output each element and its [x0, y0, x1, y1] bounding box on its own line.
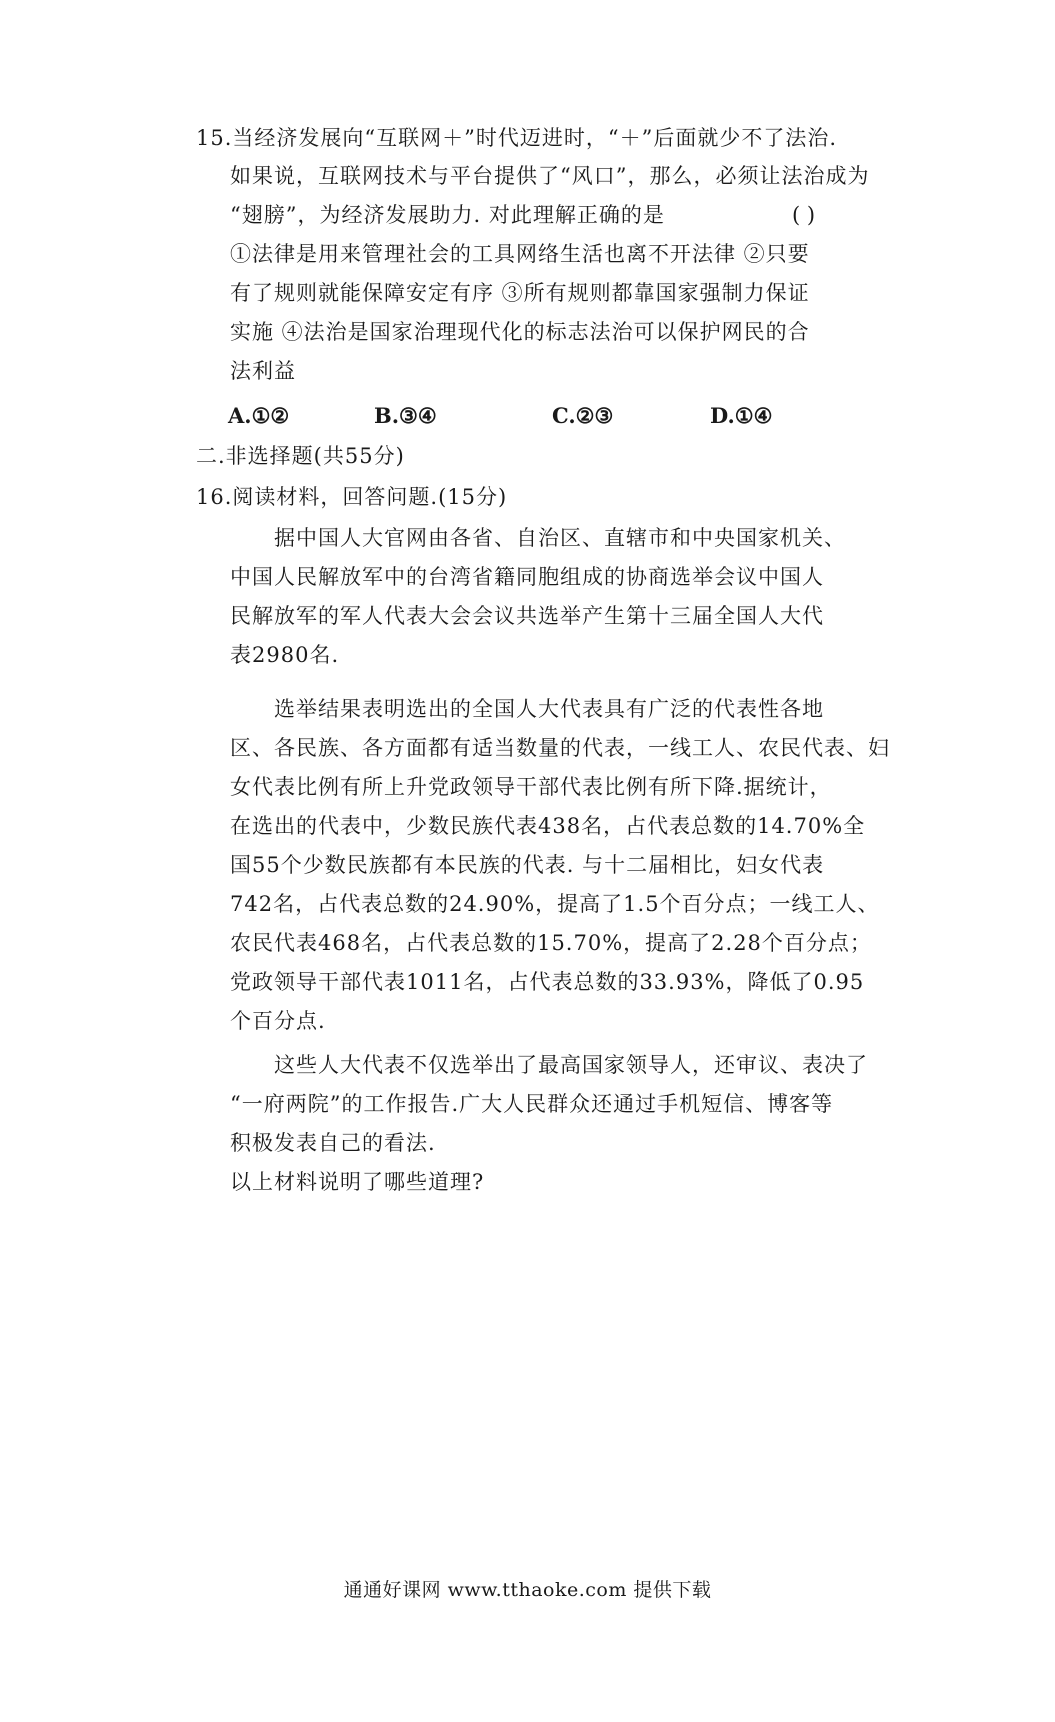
q16-para2-line-4: 在选出的代表中，少数民族代表438名，占代表总数的14.70%全 — [230, 814, 866, 838]
option-a: A.①② — [228, 403, 290, 428]
q16-para2-line-8: 党政领导干部代表1011名，占代表总数的33.93%，降低了0.95 — [230, 970, 865, 994]
q15-line-2: 如果说，互联网技术与平台提供了“风口”，那么，必须让法治成为 — [230, 164, 870, 188]
q16-para3-line-2: “一府两院”的工作报告.广大人民群众还通过手机短信、博客等 — [230, 1092, 834, 1116]
q15-line-7: 法利益 — [230, 359, 296, 383]
q16-para2-line-3: 女代表比例有所上升党政领导干部代表比例有所下降.据统计， — [230, 775, 832, 799]
q16-para2-line-7: 农民代表468名，占代表总数的15.70%，提高了2.28个百分点； — [230, 931, 872, 955]
q16-para3-line-3: 积极发表自己的看法. — [230, 1131, 436, 1155]
q16-para2-line-1: 选举结果表明选出的全国人大代表具有广泛的代表性各地 — [274, 697, 824, 721]
q16-question: 以上材料说明了哪些道理? — [230, 1170, 485, 1194]
q16-para1-line-1: 据中国人大官网由各省、自治区、直辖市和中央国家机关、 — [274, 526, 846, 550]
q15-line-5: 有了规则就能保障安定有序 ③所有规则都靠国家强制力保证 — [230, 281, 810, 305]
q16-para2-line-9: 个百分点. — [230, 1009, 326, 1033]
q15-line-1: 15.当经济发展向“互联网＋”时代迈进时，“＋”后面就少不了法治. — [196, 126, 838, 150]
q15-line-3: “翅膀”，为经济发展助力. 对此理解正确的是 — [230, 203, 665, 227]
q16-para3-line-1: 这些人大代表不仅选举出了最高国家领导人，还审议、表决了 — [274, 1053, 868, 1077]
q15-line-4: ①法律是用来管理社会的工具网络生活也离不开法律 ②只要 — [230, 242, 810, 266]
option-b: B.③④ — [374, 403, 437, 428]
q16-heading: 16.阅读材料，回答问题.(15分) — [196, 485, 508, 509]
page-footer: 通通好课网 www.tthaoke.com 提供下载 — [343, 1579, 712, 1601]
q15-line-6: 实施 ④法治是国家治理现代化的标志法治可以保护网民的合 — [230, 320, 810, 344]
option-d: D.①④ — [710, 403, 773, 428]
answer-bracket: ( ) — [792, 203, 816, 227]
q16-para2-line-2: 区、各民族、各方面都有适当数量的代表，一线工人、农民代表、妇 — [230, 736, 890, 760]
q16-para1-line-4: 表2980名. — [230, 643, 340, 667]
q16-para2-line-5: 国55个少数民族都有本民族的代表. 与十二届相比，妇女代表 — [230, 853, 825, 877]
q16-para2-line-6: 742名，占代表总数的24.90%，提高了1.5个百分点；一线工人、 — [230, 892, 880, 916]
q16-para1-line-2: 中国人民解放军中的台湾省籍同胞组成的协商选举会议中国人 — [230, 565, 824, 589]
option-c: C.②③ — [552, 403, 614, 428]
section-2-heading: 二.非选择题(共55分) — [196, 444, 405, 468]
q16-para1-line-3: 民解放军的军人代表大会会议共选举产生第十三届全国人大代 — [230, 604, 824, 628]
